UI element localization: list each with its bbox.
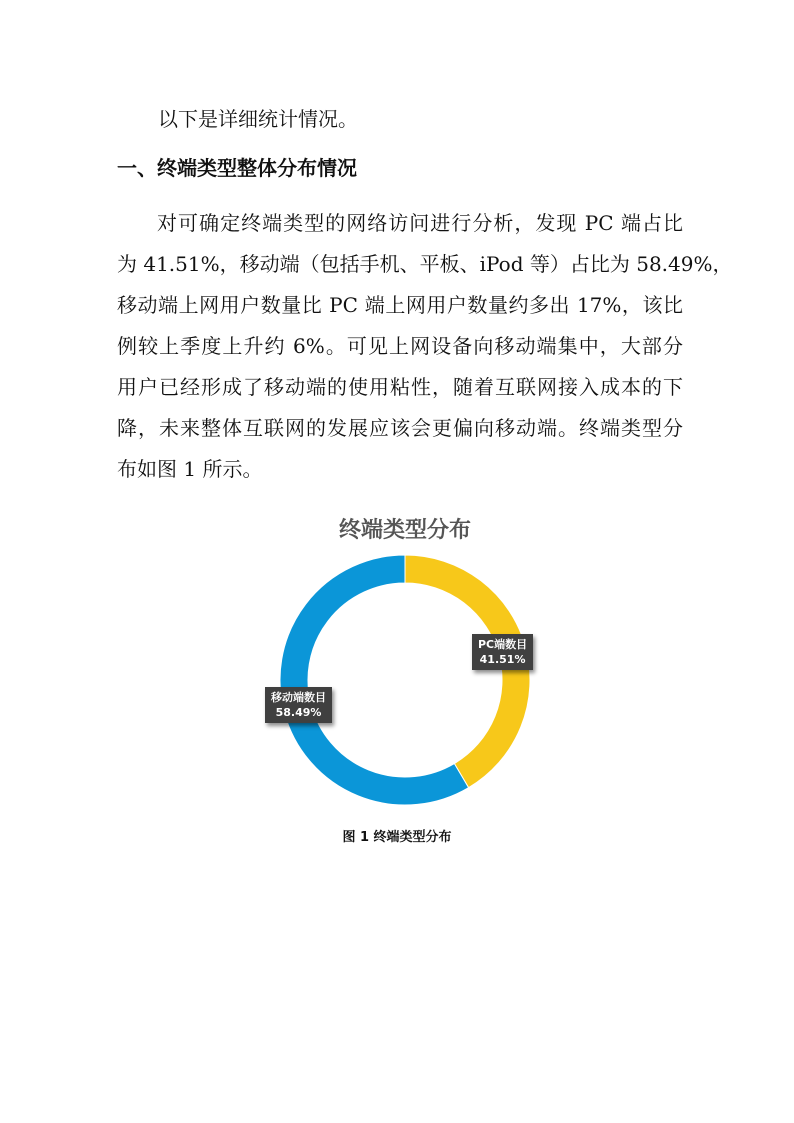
slice-label-pc-name: PC端数目: [478, 638, 528, 651]
chart-title: 终端类型分布: [338, 518, 471, 543]
paragraph-line: 为 41.51%，移动端（包括手机、平板、iPod 等）占比为 58.49%，: [117, 252, 733, 276]
donut-slice-pc: [405, 555, 530, 788]
slice-label-pc: [472, 634, 533, 670]
intro-text: 以下是详细统计情况。: [158, 107, 358, 131]
paragraph-line: 移动端上网用户数量比 PC 端上网用户数量约多出 17%，该比: [117, 293, 683, 317]
donut-slice-mobile: [280, 555, 469, 805]
figure-caption: 图 1 终端类型分布: [342, 830, 452, 845]
slice-label-mobile-value: 58.49%: [275, 706, 322, 719]
slice-label-pc-value: 41.51%: [479, 653, 526, 666]
paragraph-line: 用户已经形成了移动端的使用粘性，随着互联网接入成本的下: [117, 375, 683, 399]
section-heading: 一、终端类型整体分布情况: [117, 156, 357, 180]
paragraph-line: 降，未来整体互联网的发展应该会更偏向移动端。终端类型分: [117, 416, 683, 440]
paragraph-line: 对可确定终端类型的网络访问进行分析，发现 PC 端占比: [157, 211, 683, 235]
donut-chart: [260, 505, 550, 815]
paragraph-line: 例较上季度上升约 6%。可见上网设备向移动端集中，大部分: [117, 334, 683, 358]
slice-label-mobile-name: 移动端数目: [271, 691, 326, 704]
body-paragraph: [117, 203, 733, 490]
paragraph-line: 布如图 1 所示。: [117, 457, 263, 481]
slice-label-mobile: [265, 687, 332, 723]
